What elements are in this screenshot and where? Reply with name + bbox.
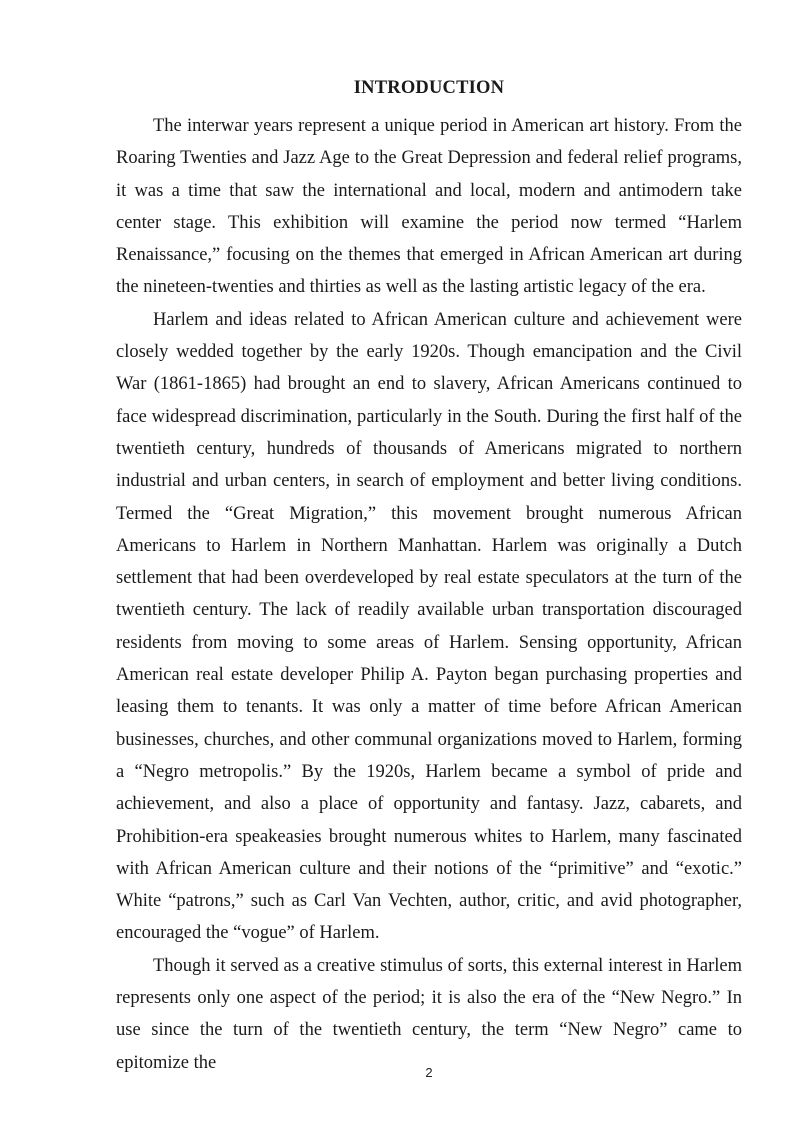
page-number: 2 [425, 1065, 433, 1080]
paragraph-intro: The interwar years represent a unique period in American art history. From the Roaring Twenties and Jazz Age to the Great Depression and federal relief programs, it was a time that saw the international and local, modern and antimodern take center stage. This exhibition will examine the period now termed “Harlem Renaissance,” focusing on the themes that emerged in African American art during the nineteen-twenties and thirties as well as the lasting artistic legacy of the era. [116, 116, 742, 298]
paragraph-harlem-history: Harlem and ideas related to African American culture and achievement were closely wedded together by the early 1920s. Though emancipation and the Civil War (1861-1865) had brought an end to slavery, African Americans continued to face widespread discrimination, particularly in the South. During the first half of the twentieth century, hundreds of thousands of Americans migrated to northern industrial and urban centers, in search of employment and better living conditions. Termed the “Great Migration,” this movement brought numerous African Americans to Harlem in Northern Manhattan. Harlem was originally a Dutch settlement that had been overdeveloped by real estate speculators at the turn of the twentieth century. The lack of readily available urban transportation discouraged residents from moving to some areas of Harlem. Sensing opportunity, African American real estate developer Philip A. Payton began purchasing properties and leasing them to tenants. It was only a matter of time before African American businesses, churches, and other communal organizations moved to Harlem, forming a “Negro metropolis.” By the 1920s, Harlem became a symbol of pride and achievement, and also a place of opportunity and fantasy. Jazz, cabarets, and Prohibition-era speakeasies brought numerous whites to Harlem, many fascinated with African American culture and their notions of the “primitive” and “exotic.” White “patrons,” such as Carl Van Vechten, author, critic, and avid photographer, encouraged the “vogue” of Harlem. [116, 309, 742, 944]
section-heading: INTRODUCTION [353, 78, 505, 98]
body-text [116, 110, 742, 1079]
paragraph-new-negro: Though it served as a creative stimulus of sorts, this external interest in Harlem represents only one aspect of the period; it is also the era of the “New Negro.” In use since the turn of the twentieth century, the term “New Negro” came to epitomize the [116, 955, 742, 1073]
